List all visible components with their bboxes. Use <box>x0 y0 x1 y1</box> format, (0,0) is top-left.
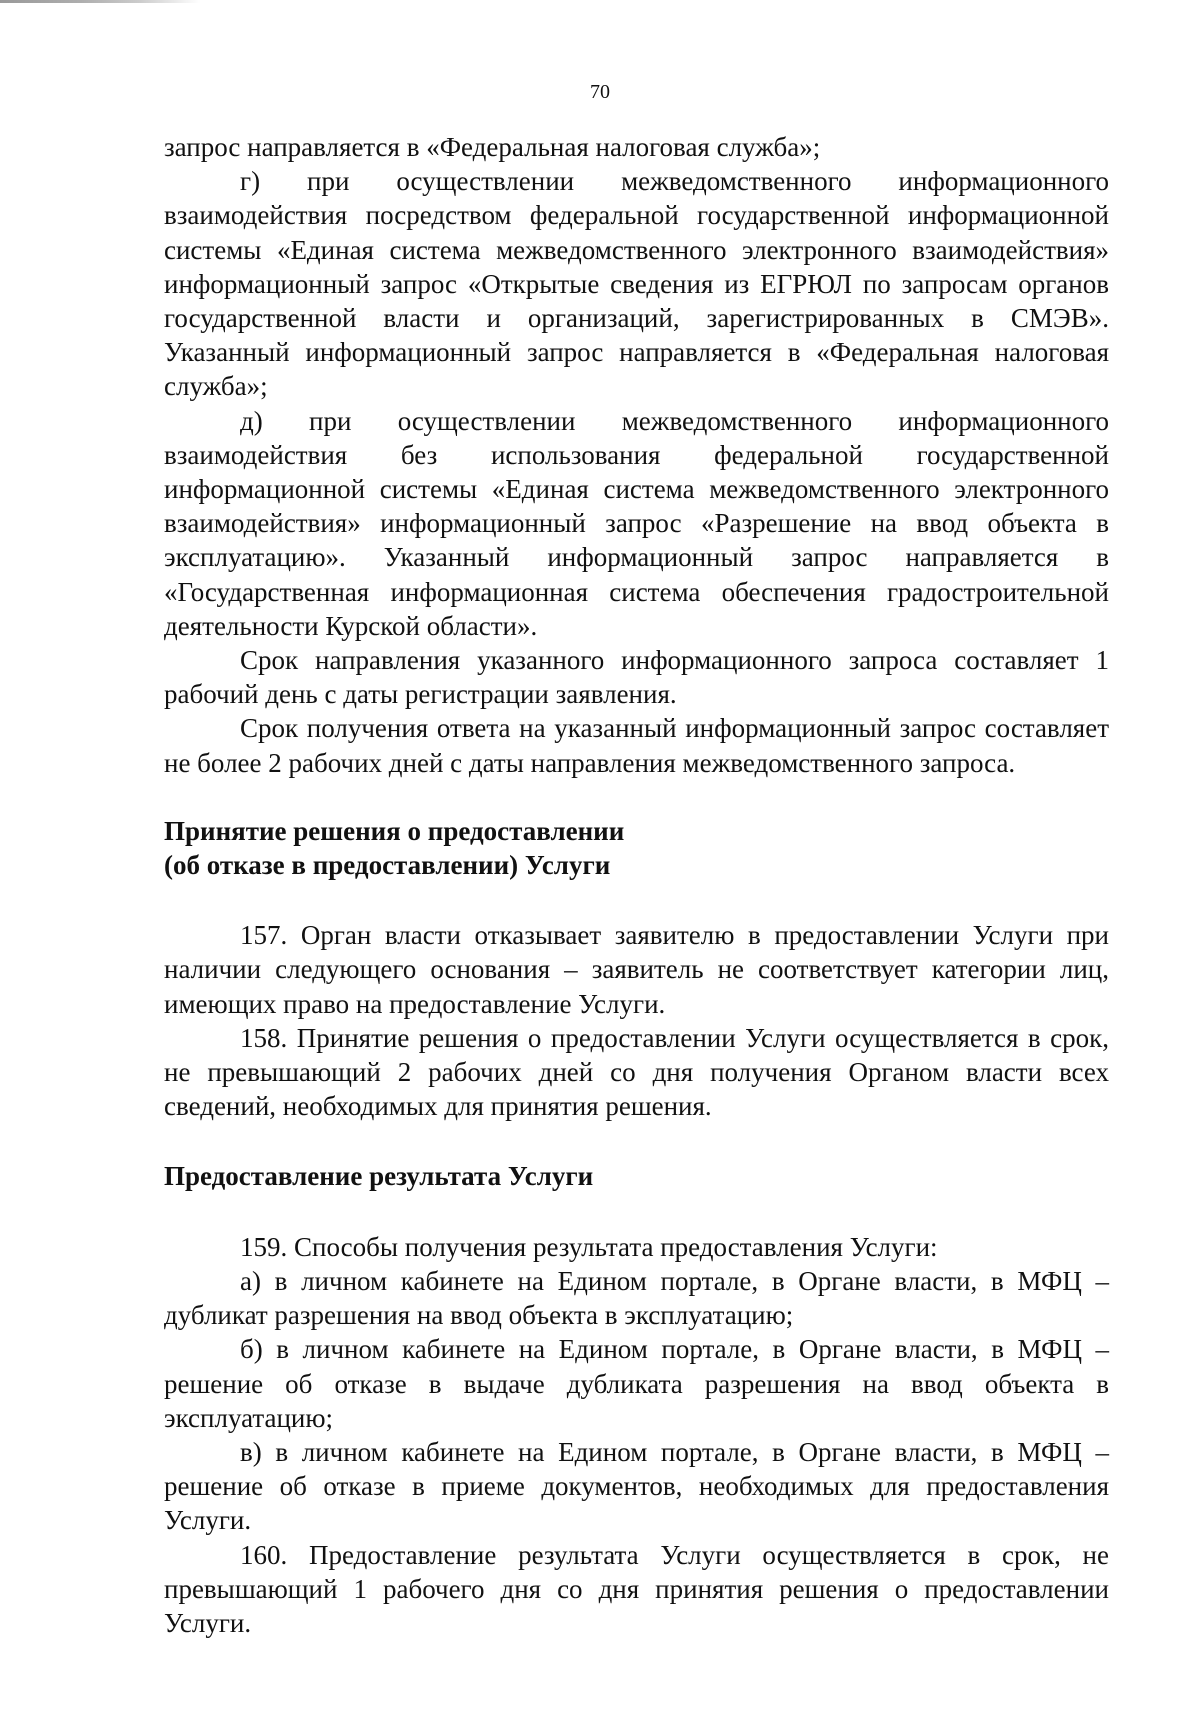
section-heading-decision-line2: (об отказе в предоставлении) Услуги <box>164 850 611 881</box>
page-number: 70 <box>590 81 610 103</box>
paragraph-160: 160. Предоставление результата Услуги осуществляется в срок, не превышающий 1 рабочего дня со дня принятия решения о предоставлении Услуги. <box>164 1539 1109 1638</box>
section-spacer <box>164 1194 1109 1230</box>
section-spacer <box>164 882 1109 918</box>
paragraph-158: 158. Принятие решения о предоставлении Услуги осуществляется в срок, не превышающий 2 рабочих дней со дня получения Органом власти всех сведений, необходимых для принятия решения. <box>164 1022 1109 1122</box>
paragraph-request-term: Срок направления указанного информационного запроса составляет 1 рабочий день с даты регистрации заявления. <box>164 645 1109 710</box>
paragraph-159-a: а) в личном кабинете на Едином портале, в Органе власти, в МФЦ – дубликат разрешения на ввод объекта в эксплуатацию; <box>164 1265 1109 1331</box>
paragraph-response-term: Срок получения ответа на указанный информационный запрос составляет не более 2 рабочих дней с даты направления межведомственного запроса. <box>164 713 1109 778</box>
paragraph-157: 157. Орган власти отказывает заявителю в предоставлении Услуги при наличии следующего основания – заявитель не соответствует категории лиц, имеющих право на предоставление Услуги. <box>164 920 1109 1019</box>
paragraph-request-fns-1: запрос направляется в «Федеральная налоговая служба»; <box>164 132 821 162</box>
paragraph-159-c: в) в личном кабинете на Едином портале, в Органе власти, в МФЦ – решение об отказе в приеме документов, необходимых для предоставления Услуги. <box>164 1436 1109 1536</box>
section-heading-result: Предоставление результата Услуги <box>164 1161 594 1192</box>
paragraph-item-g: г) при осуществлении межведомственного информационного взаимодействия посредством федеральной государственной информационной системы «Единая система межведомственного электронного взаимодействия» информационный запрос «Открытые сведения из ЕГРЮЛ по запросам органов государственной власти и организаций, зарегистрированных в СМЭВ». Указанный информационный запрос направляется в «Федеральная налоговая служба»; <box>164 166 1109 402</box>
section-spacer <box>164 1123 1109 1159</box>
scan-edge-mark <box>0 0 200 3</box>
paragraph-159-b: б) в личном кабинете на Едином портале, в Органе власти, в МФЦ – решение об отказе в выдаче дубликата разрешения на ввод объекта в эксплуатацию; <box>164 1334 1109 1433</box>
section-heading-decision-line1: Принятие решения о предоставлении <box>164 815 625 846</box>
paragraph-item-d: д) при осуществлении межведомственного информационного взаимодействия без использования федеральной государственной информационной системы «Единая система межведомственного электронного взаимодействия» информационный запрос «Разрешение на ввод объекта в эксплуатацию». Указанный информационный запрос направляется в «Государственная информационная система обеспечения градостроительной деятельности Курской области». <box>164 405 1109 641</box>
paragraph-159: 159. Способы получения результата предоставления Услуги: <box>240 1231 938 1262</box>
section-spacer <box>164 780 1109 814</box>
document-body <box>164 130 1109 1640</box>
